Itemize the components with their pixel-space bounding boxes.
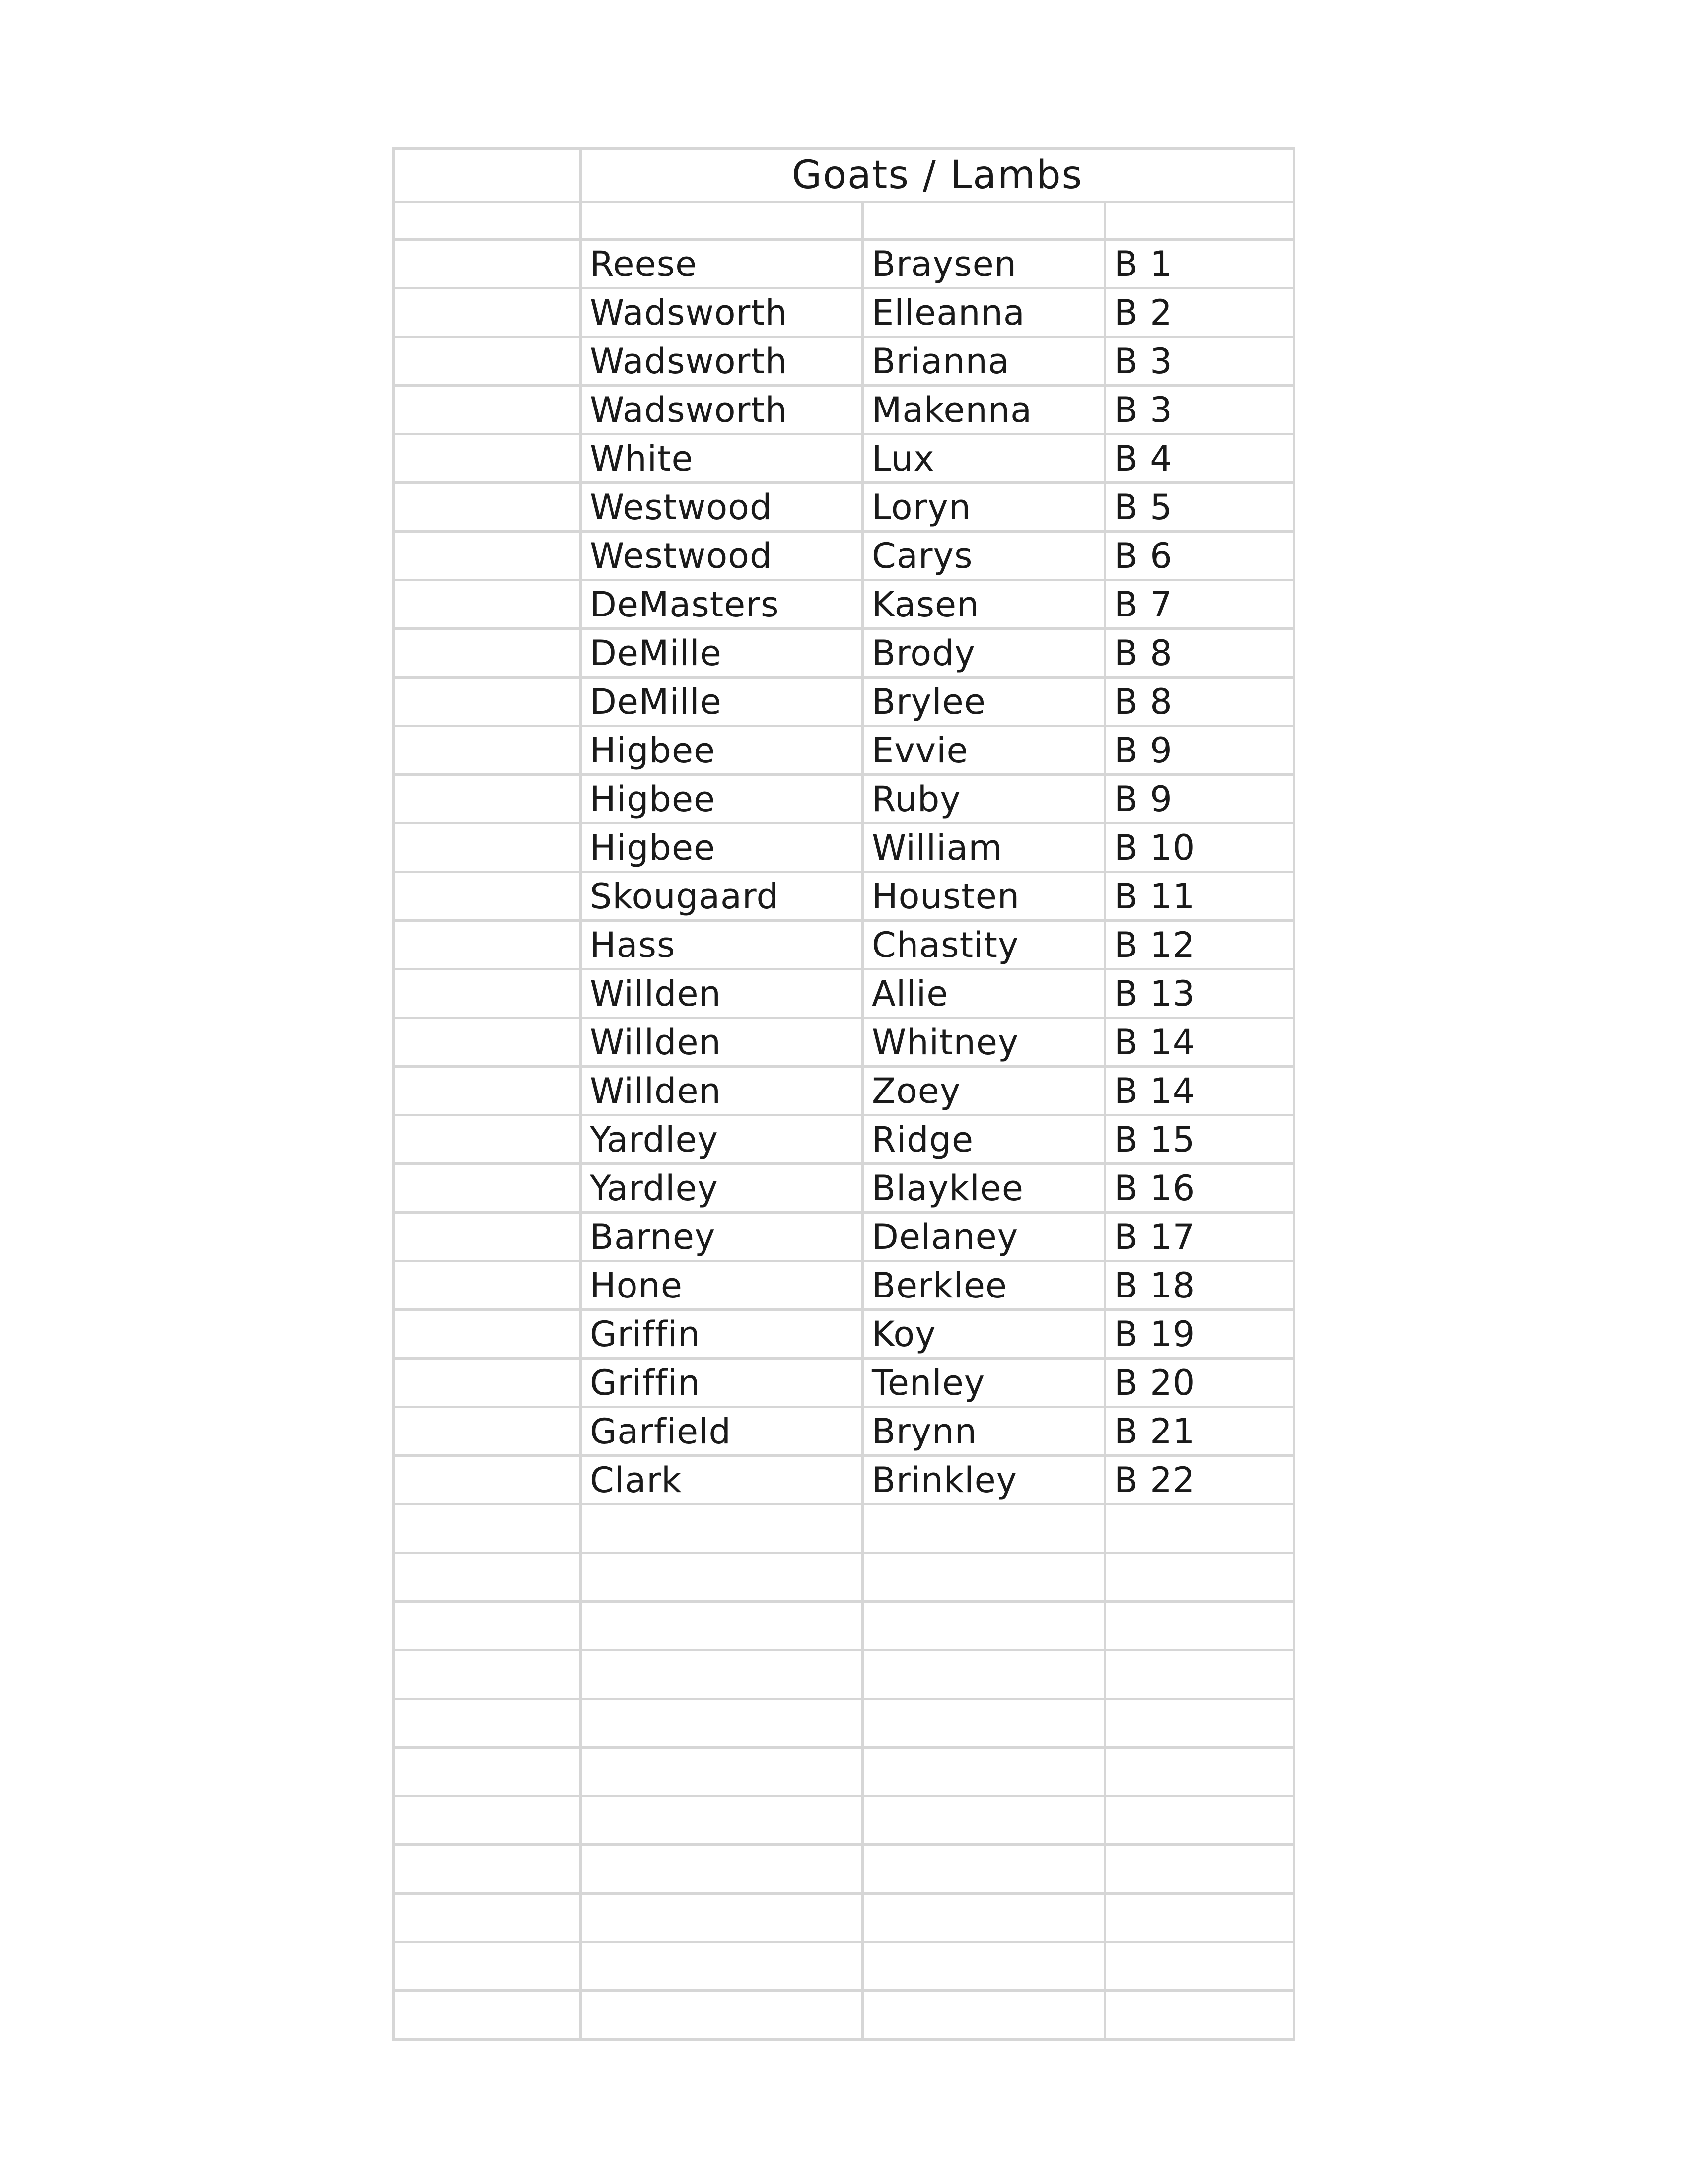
last-name-cell: Reese: [581, 240, 863, 288]
last-name-cell: Clark: [581, 1456, 863, 1504]
title-row: [394, 149, 1294, 202]
table-row: [394, 1115, 1294, 1164]
first-name-cell: Ridge: [863, 1115, 1105, 1164]
empty-cell: [1105, 1602, 1294, 1650]
last-name-cell: Willden: [581, 1018, 863, 1067]
last-name-cell: Wadsworth: [581, 288, 863, 337]
empty-row: [394, 1796, 1294, 1845]
first-name-cell: Tenley: [863, 1359, 1105, 1407]
empty-cell: [394, 483, 581, 532]
empty-cell: [394, 1213, 581, 1261]
first-name-cell: Zoey: [863, 1067, 1105, 1115]
pen-cell: B 4: [1105, 434, 1294, 483]
first-name-cell: Koy: [863, 1310, 1105, 1359]
empty-row: [394, 1553, 1294, 1602]
first-name-cell: Brinkley: [863, 1456, 1105, 1504]
last-name-cell: DeMasters: [581, 580, 863, 629]
empty-cell: [394, 1261, 581, 1310]
first-name-cell: Loryn: [863, 483, 1105, 532]
pen-cell: B 9: [1105, 726, 1294, 775]
pen-cell: B 8: [1105, 629, 1294, 678]
table-row: [394, 483, 1294, 532]
empty-cell: [863, 1748, 1105, 1796]
first-name-cell: Makenna: [863, 386, 1105, 434]
first-name-cell: Allie: [863, 969, 1105, 1018]
empty-cell: [581, 1699, 863, 1748]
sheet-title: Goats / Lambs: [581, 149, 1294, 202]
table-row: [394, 1213, 1294, 1261]
empty-cell: [581, 1553, 863, 1602]
goats-lambs-table: [392, 147, 1295, 2041]
first-name-cell: Brylee: [863, 678, 1105, 726]
empty-cell: [1105, 1894, 1294, 1942]
last-name-cell: Wadsworth: [581, 337, 863, 386]
empty-row: [394, 1894, 1294, 1942]
empty-cell: [394, 1650, 581, 1699]
table-row: [394, 775, 1294, 823]
pen-cell: B 21: [1105, 1407, 1294, 1456]
first-name-cell: Whitney: [863, 1018, 1105, 1067]
last-name-cell: Willden: [581, 1067, 863, 1115]
pen-cell: B 6: [1105, 532, 1294, 580]
empty-row: [394, 1699, 1294, 1748]
empty-cell: [394, 1018, 581, 1067]
empty-row: [394, 1845, 1294, 1894]
empty-row: [394, 1942, 1294, 1991]
empty-cell: [394, 580, 581, 629]
empty-cell: [1105, 1553, 1294, 1602]
pen-cell: B 19: [1105, 1310, 1294, 1359]
table-row: [394, 872, 1294, 921]
empty-cell: [863, 1991, 1105, 2040]
empty-cell: [863, 1553, 1105, 1602]
pen-cell: B 20: [1105, 1359, 1294, 1407]
first-name-cell: Brynn: [863, 1407, 1105, 1456]
first-name-cell: Chastity: [863, 921, 1105, 969]
empty-row: [394, 1504, 1294, 1553]
empty-cell: [581, 1602, 863, 1650]
pen-cell: B 3: [1105, 386, 1294, 434]
empty-cell: [581, 1796, 863, 1845]
table-body: [394, 149, 1294, 2040]
empty-cell: [581, 1504, 863, 1553]
empty-cell: [863, 1504, 1105, 1553]
empty-cell: [394, 921, 581, 969]
pen-cell: B 11: [1105, 872, 1294, 921]
table-row: [394, 921, 1294, 969]
table-row: [394, 1407, 1294, 1456]
empty-cell: [863, 1602, 1105, 1650]
pen-cell: B 14: [1105, 1067, 1294, 1115]
empty-cell: [863, 1894, 1105, 1942]
empty-cell: [394, 1602, 581, 1650]
last-name-cell: Wadsworth: [581, 386, 863, 434]
empty-cell: [394, 1796, 581, 1845]
first-name-cell: Delaney: [863, 1213, 1105, 1261]
table-row: [394, 240, 1294, 288]
empty-cell: [394, 1164, 581, 1213]
empty-cell: [394, 1504, 581, 1553]
empty-cell: [394, 337, 581, 386]
pen-cell: B 3: [1105, 337, 1294, 386]
last-name-cell: Hone: [581, 1261, 863, 1310]
pen-cell: B 15: [1105, 1115, 1294, 1164]
first-name-cell: Brianna: [863, 337, 1105, 386]
last-name-cell: Yardley: [581, 1164, 863, 1213]
empty-cell: [394, 1699, 581, 1748]
last-name-cell: Hass: [581, 921, 863, 969]
empty-cell: [863, 1699, 1105, 1748]
empty-cell: [394, 726, 581, 775]
empty-cell: [863, 1845, 1105, 1894]
pen-cell: B 9: [1105, 775, 1294, 823]
pen-cell: B 17: [1105, 1213, 1294, 1261]
first-name-cell: William: [863, 823, 1105, 872]
table-row: [394, 629, 1294, 678]
empty-cell: [394, 288, 581, 337]
empty-cell: [394, 1748, 581, 1796]
empty-cell: [581, 1894, 863, 1942]
empty-cell: [394, 1991, 581, 2040]
empty-cell: [1105, 1504, 1294, 1553]
empty-cell: [394, 1894, 581, 1942]
spacer-row: [394, 202, 1294, 240]
table-row: [394, 288, 1294, 337]
empty-cell: [394, 678, 581, 726]
table-row: [394, 337, 1294, 386]
first-name-cell: Housten: [863, 872, 1105, 921]
table-row: [394, 1067, 1294, 1115]
table-row: [394, 532, 1294, 580]
empty-cell: [1105, 1650, 1294, 1699]
last-name-cell: Garfield: [581, 1407, 863, 1456]
empty-cell: [394, 1845, 581, 1894]
table-row: [394, 823, 1294, 872]
empty-cell: [394, 1553, 581, 1602]
empty-cell: [581, 1942, 863, 1991]
pen-cell: B 8: [1105, 678, 1294, 726]
empty-row: [394, 1991, 1294, 2040]
table-row: [394, 678, 1294, 726]
last-name-cell: Higbee: [581, 775, 863, 823]
empty-cell: [1105, 1699, 1294, 1748]
last-name-cell: Griffin: [581, 1359, 863, 1407]
empty-cell: [394, 532, 581, 580]
pen-cell: B 1: [1105, 240, 1294, 288]
table-row: [394, 969, 1294, 1018]
empty-row: [394, 1748, 1294, 1796]
first-name-cell: Brody: [863, 629, 1105, 678]
first-name-cell: Kasen: [863, 580, 1105, 629]
table-row: [394, 1456, 1294, 1504]
first-name-cell: Blayklee: [863, 1164, 1105, 1213]
last-name-cell: White: [581, 434, 863, 483]
empty-cell: [581, 1748, 863, 1796]
empty-cell: [1105, 1748, 1294, 1796]
empty-row: [394, 1602, 1294, 1650]
empty-cell: [863, 202, 1105, 240]
pen-cell: B 13: [1105, 969, 1294, 1018]
empty-cell: [394, 1942, 581, 1991]
table-row: [394, 1018, 1294, 1067]
first-name-cell: Elleanna: [863, 288, 1105, 337]
pen-cell: B 2: [1105, 288, 1294, 337]
empty-cell: [1105, 1942, 1294, 1991]
last-name-cell: Skougaard: [581, 872, 863, 921]
pen-cell: B 14: [1105, 1018, 1294, 1067]
empty-cell: [394, 823, 581, 872]
empty-cell: [581, 202, 863, 240]
empty-cell: [394, 1456, 581, 1504]
table-row: [394, 386, 1294, 434]
empty-cell: [863, 1796, 1105, 1845]
pen-cell: B 5: [1105, 483, 1294, 532]
last-name-cell: DeMille: [581, 678, 863, 726]
empty-cell: [581, 1650, 863, 1699]
empty-cell: [581, 1845, 863, 1894]
table-row: [394, 434, 1294, 483]
last-name-cell: Westwood: [581, 483, 863, 532]
empty-cell: [394, 1067, 581, 1115]
empty-cell: [394, 969, 581, 1018]
first-name-cell: Carys: [863, 532, 1105, 580]
empty-cell: [1105, 1991, 1294, 2040]
first-name-cell: Braysen: [863, 240, 1105, 288]
first-name-cell: Lux: [863, 434, 1105, 483]
last-name-cell: DeMille: [581, 629, 863, 678]
last-name-cell: Higbee: [581, 726, 863, 775]
pen-cell: B 22: [1105, 1456, 1294, 1504]
table-row: [394, 1359, 1294, 1407]
empty-cell: [394, 202, 581, 240]
last-name-cell: Griffin: [581, 1310, 863, 1359]
last-name-cell: Willden: [581, 969, 863, 1018]
empty-cell: [394, 775, 581, 823]
empty-cell: [863, 1650, 1105, 1699]
empty-cell: [394, 1115, 581, 1164]
empty-cell: [394, 240, 581, 288]
last-name-cell: Westwood: [581, 532, 863, 580]
pen-cell: B 12: [1105, 921, 1294, 969]
empty-cell: [394, 1407, 581, 1456]
empty-cell: [394, 872, 581, 921]
empty-cell: [394, 434, 581, 483]
first-name-cell: Berklee: [863, 1261, 1105, 1310]
empty-cell: [1105, 1845, 1294, 1894]
empty-cell: [863, 1942, 1105, 1991]
table-row: [394, 726, 1294, 775]
table-row: [394, 580, 1294, 629]
pen-cell: B 10: [1105, 823, 1294, 872]
pen-cell: B 18: [1105, 1261, 1294, 1310]
first-name-cell: Ruby: [863, 775, 1105, 823]
empty-cell: [581, 1991, 863, 2040]
pen-cell: B 16: [1105, 1164, 1294, 1213]
pen-cell: B 7: [1105, 580, 1294, 629]
last-name-cell: Higbee: [581, 823, 863, 872]
last-name-cell: Yardley: [581, 1115, 863, 1164]
table-row: [394, 1164, 1294, 1213]
empty-cell: [394, 1310, 581, 1359]
empty-cell: [394, 386, 581, 434]
empty-row: [394, 1650, 1294, 1699]
empty-cell: [394, 1359, 581, 1407]
empty-cell: [1105, 202, 1294, 240]
last-name-cell: Barney: [581, 1213, 863, 1261]
first-name-cell: Evvie: [863, 726, 1105, 775]
table-row: [394, 1310, 1294, 1359]
empty-cell: [394, 629, 581, 678]
empty-cell: [1105, 1796, 1294, 1845]
empty-cell: [394, 149, 581, 202]
table-row: [394, 1261, 1294, 1310]
